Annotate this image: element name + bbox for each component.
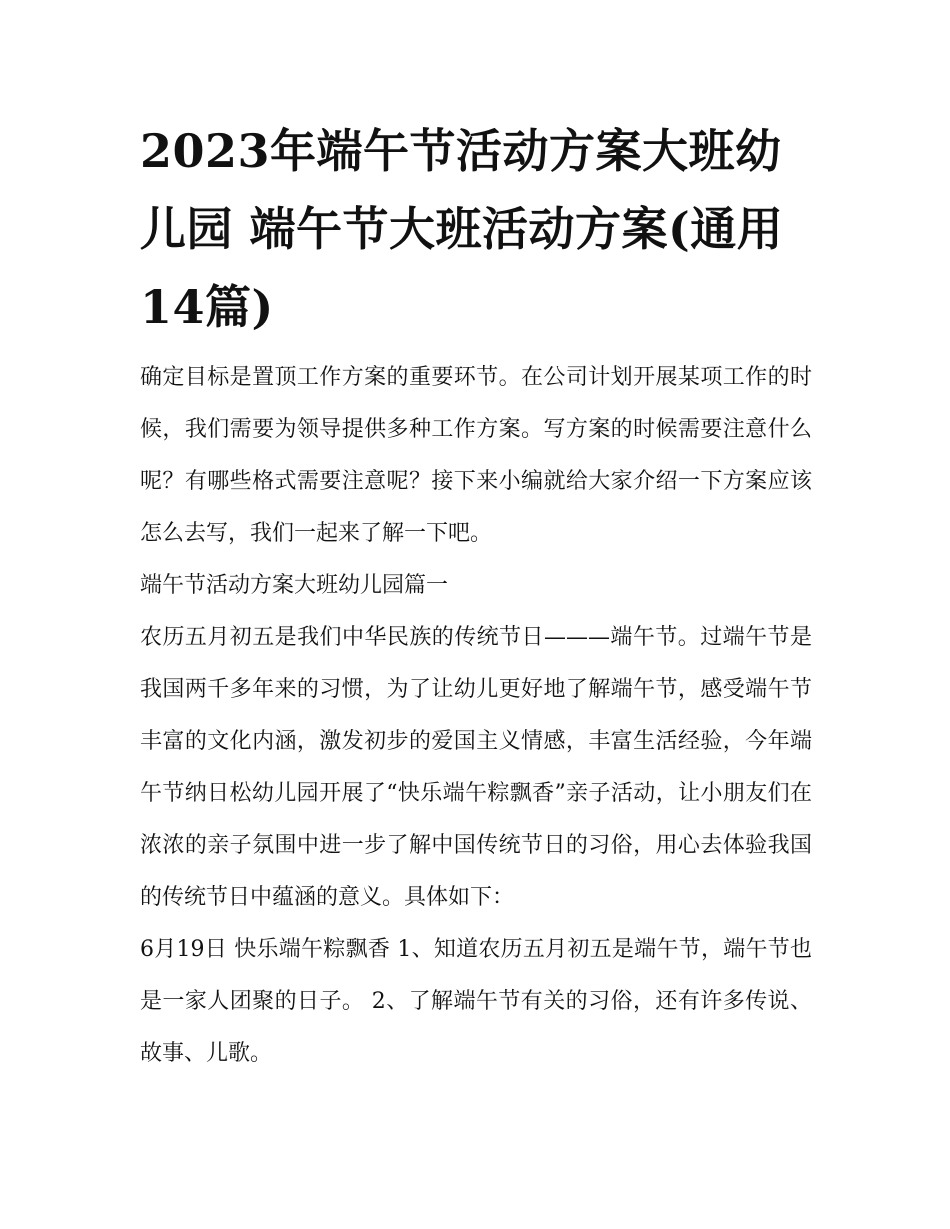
document-title	[140, 112, 820, 346]
section-heading: 端午节活动方案大班幼儿园篇一	[140, 573, 449, 598]
title-text: 2023年端午节活动方案大班幼儿园 端午节大班活动方案(通用14篇)	[140, 124, 784, 334]
body-paragraph-1: 农历五月初五是我们中华民族的传统节日———端午节。过端午节是我国两千多年来的习惯，为了让幼儿更好地了解端午节，感受端午节丰富的文化内涵，激发初步的爱国主义情感，丰富生活经验，今年端午节纳日松幼儿园开展了“快乐端午粽飘香”亲子活动，让小朋友们在浓浓的亲子氛围中进一步了解中国传统节日的习俗，用心去体验我国的传统节日中蕴涵的意义。具体如下：	[140, 625, 812, 910]
body-paragraph-2: 6月19日 快乐端午粽飘香 1、知道农历五月初五是端午节，端午节也 是一家人团聚的日子。 2、了解端午节有关的习俗，还有许多传说、 故事、儿歌。	[140, 937, 812, 1066]
document-body	[140, 352, 812, 1080]
intro-paragraph: 确定目标是置顶工作方案的重要环节。在公司计划开展某项工作的时候，我们需要为领导提供多种工作方案。写方案的时候需要注意什么呢？有哪些格式需要注意呢？接下来小编就给大家介绍一下方案应该怎么去写，我们一起来了解一下吧。	[140, 365, 812, 546]
